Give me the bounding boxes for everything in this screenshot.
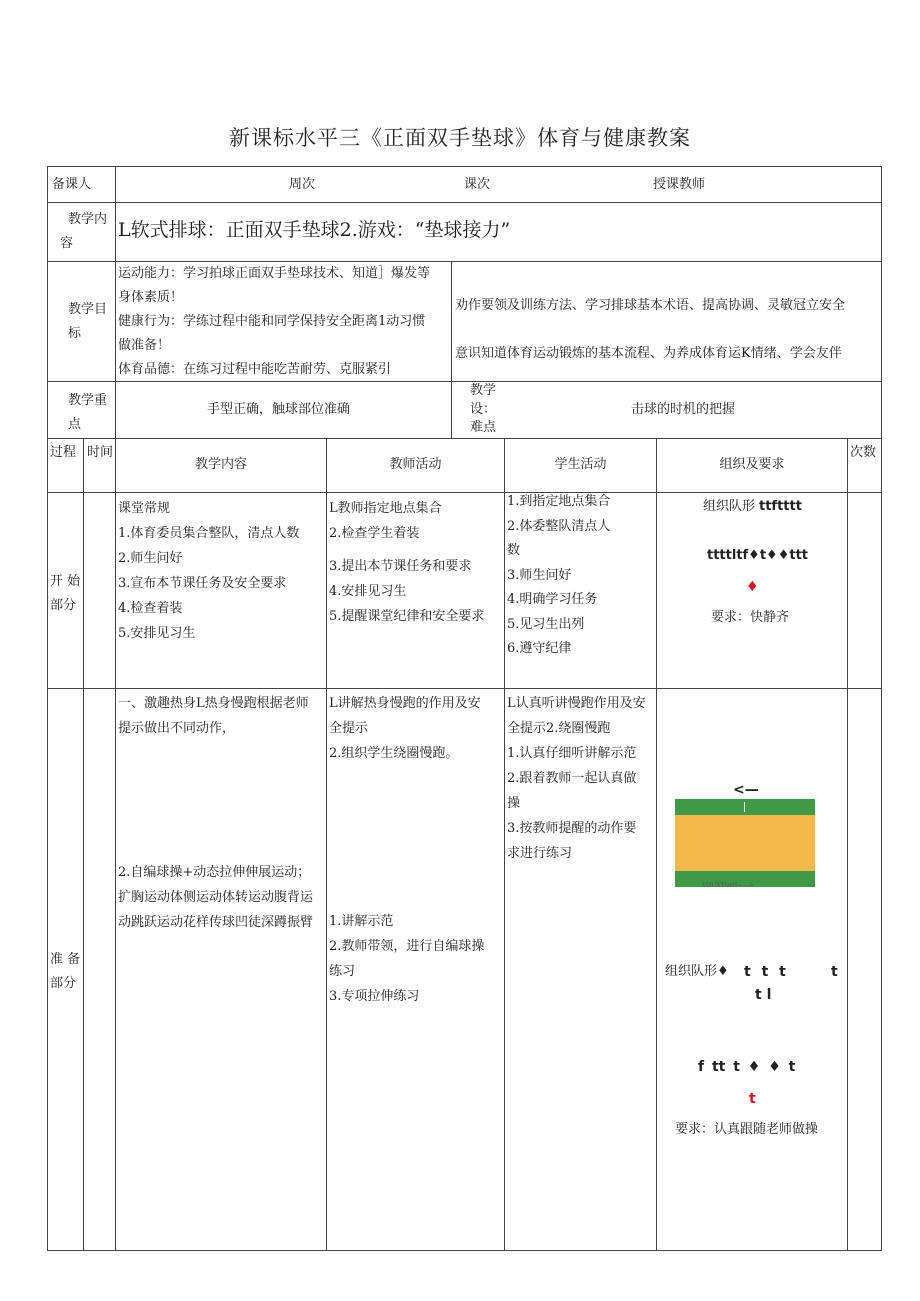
prep-formation-row-2: t l [755, 987, 772, 1003]
col-time: 时间 [87, 445, 114, 460]
objective-line: 劝作要领及训练方法、学习排球基本术语、提高协调、灵敏冠立安全 [455, 298, 846, 313]
col-times: 次数 [850, 445, 877, 460]
list-item: 1.讲解示范 [329, 914, 394, 929]
teacher-marker-icon: ♦ [746, 579, 759, 595]
prep-content-2 [118, 860, 313, 935]
list-item: 4.明确学习任务 [507, 592, 598, 607]
lesson-label: 课次 [464, 177, 491, 192]
list-item: 3.宣布本节课任务及安全要求 [118, 576, 287, 591]
list-item: 扩胸运动体侧运动体转运动腹背运 [118, 890, 314, 905]
objectives-left-text [118, 262, 430, 382]
list-item: 3.师生问好 [507, 567, 572, 583]
start-content [118, 496, 299, 646]
list-item: L教师指定地点集合 [329, 501, 442, 516]
prep-org-label: 组织队形♦ [665, 964, 729, 979]
col-organization: 组织及要求 [719, 457, 785, 472]
list-item: 练习 [329, 964, 356, 979]
objective-line: 健康行为：学练过程中能和同学保持安全距离1动习惯 [118, 314, 426, 329]
difficulty-label-1: 教学 [470, 383, 497, 398]
start-requirement: 要求：快静齐 [711, 610, 790, 625]
prep-formation-row-3: f tt t ♦ ♦ t [698, 1059, 796, 1075]
start-formation-row-2: ttttltf♦t♦♦ttt [707, 548, 809, 563]
prep-formation-row-1: t t t [744, 964, 786, 980]
list-item: 5.安排见习生 [118, 626, 196, 641]
difficulty-label-2: 设： [470, 402, 497, 417]
prep-formation-row-1b: t [831, 964, 838, 980]
content-label-2: 容 [60, 236, 74, 251]
list-item: 动跳跃运动花样传球凹徒深蹲振臂 [118, 915, 314, 930]
list-item: 操 [507, 796, 521, 811]
col-content: 教学内容 [194, 457, 247, 472]
list-item: 2.师生问好 [118, 551, 183, 566]
col-student: 学生活动 [554, 457, 607, 472]
prep-label-2: 部分 [50, 976, 77, 991]
col-process: 过程 [50, 445, 77, 460]
list-item: 数 [507, 543, 521, 558]
prep-label-1: 准 备 [50, 952, 81, 967]
objectives-right-text [455, 282, 845, 378]
prep-content-1 [118, 691, 309, 741]
list-item: L认真听讲慢跑作用及安 [507, 696, 646, 711]
objectives-label-1: 教学目 [68, 302, 108, 317]
list-item: 2.组织学生绕圈慢跑。 [329, 746, 459, 761]
objective-line: 体育品德：在练习过程中能吃苦耐劳、克服紧引 [118, 362, 392, 377]
list-item: 2.教师带领，进行自编球操 [329, 939, 485, 954]
difficulty-text: 击球的时机的把握 [631, 402, 736, 417]
start-teacher [329, 496, 484, 629]
objective-line: 运动能力：学习拍球正面双手垫球技术、知道］爆发等 [118, 266, 431, 281]
objectives-label-2: 标 [68, 326, 82, 341]
key-label-1: 教学重 [68, 393, 108, 408]
preparer-label: 备课人 [52, 177, 92, 192]
list-item: 1.到指定地点集合 [507, 494, 611, 509]
list-item: 2.体委整队清点人 [507, 518, 611, 534]
list-item: 求进行练习 [507, 846, 573, 861]
court-marker [744, 802, 745, 812]
list-item: 1.认真仔细听讲解示范 [507, 746, 637, 761]
list-item: 全提示2.绕圈慢跑 [507, 721, 611, 736]
list-item: 2.跟着教师一起认真做 [507, 771, 637, 786]
key-text: 手型正确，触球部位准确 [207, 402, 351, 417]
list-item: 3.专项拉伸练习 [329, 989, 420, 1004]
list-item: 3.提出本节课任务和要求 [329, 559, 472, 574]
list-item: 4.检查着装 [118, 601, 183, 616]
court-diagram [675, 799, 815, 887]
key-label-2: 点 [68, 417, 82, 432]
start-label-2: 部分 [50, 598, 77, 613]
list-item: 2.自编球操+动态拉伸伸展运动； [118, 865, 311, 880]
list-item: 5.见习生出列 [507, 616, 585, 632]
start-label-1: 开 始 [50, 574, 81, 589]
list-item: L讲解热身慢跑的作用及安 [329, 696, 481, 711]
teacher-marker-icon: t [749, 1091, 756, 1107]
start-org-label: 组织队形 [703, 499, 756, 514]
list-item: 一、激趣热身L热身慢跑根据老师 [118, 696, 309, 711]
week-label: 周次 [289, 177, 316, 192]
prep-requirement: 要求：认真跟随老师做操 [675, 1122, 819, 1137]
list-item: 3.按教师提醒的动作要 [507, 821, 637, 836]
list-item: 提示做出不同动作， [118, 721, 236, 736]
prep-student [507, 691, 646, 866]
court-caption: VOUXYtzttI——> [702, 882, 755, 889]
list-item: 全提示 [329, 721, 369, 736]
difficulty-label-3: 难点 [470, 420, 497, 435]
document-title: 新课标水平三《正面双手垫球》体育与健康教案 [229, 126, 691, 150]
run-direction-arrow-icon: <— [733, 782, 759, 798]
list-item: 6.遵守纪律 [507, 641, 572, 656]
list-item: 5.提醒课堂纪律和安全要求 [329, 609, 485, 624]
content-label-1: 教学内 [68, 212, 108, 227]
prep-teacher-1 [329, 691, 481, 766]
list-item: 2.检查学生着装 [329, 526, 420, 541]
list-item: 课堂常规 [118, 501, 171, 516]
content-text: L软式排球：正面双手垫球2.游戏：“垫球接力” [118, 219, 511, 241]
prep-teacher-2 [329, 909, 484, 1009]
court-top-band [675, 799, 815, 815]
objective-line: 做准备！ [118, 338, 171, 353]
list-item: 1.体育委员集合整队，清点人数 [118, 526, 300, 541]
teacher-label: 授课教师 [653, 177, 706, 192]
objective-line: 意识知道体育运动锻炼的基本流程、为养成体育运K情绪、学会友伴 [455, 346, 842, 361]
objective-line: 身体素质！ [118, 290, 184, 305]
start-student [507, 490, 610, 662]
col-teacher: 教师活动 [389, 457, 442, 472]
list-item: 4.安排见习生 [329, 584, 407, 599]
start-formation-row-1: ttftttt [759, 499, 802, 514]
